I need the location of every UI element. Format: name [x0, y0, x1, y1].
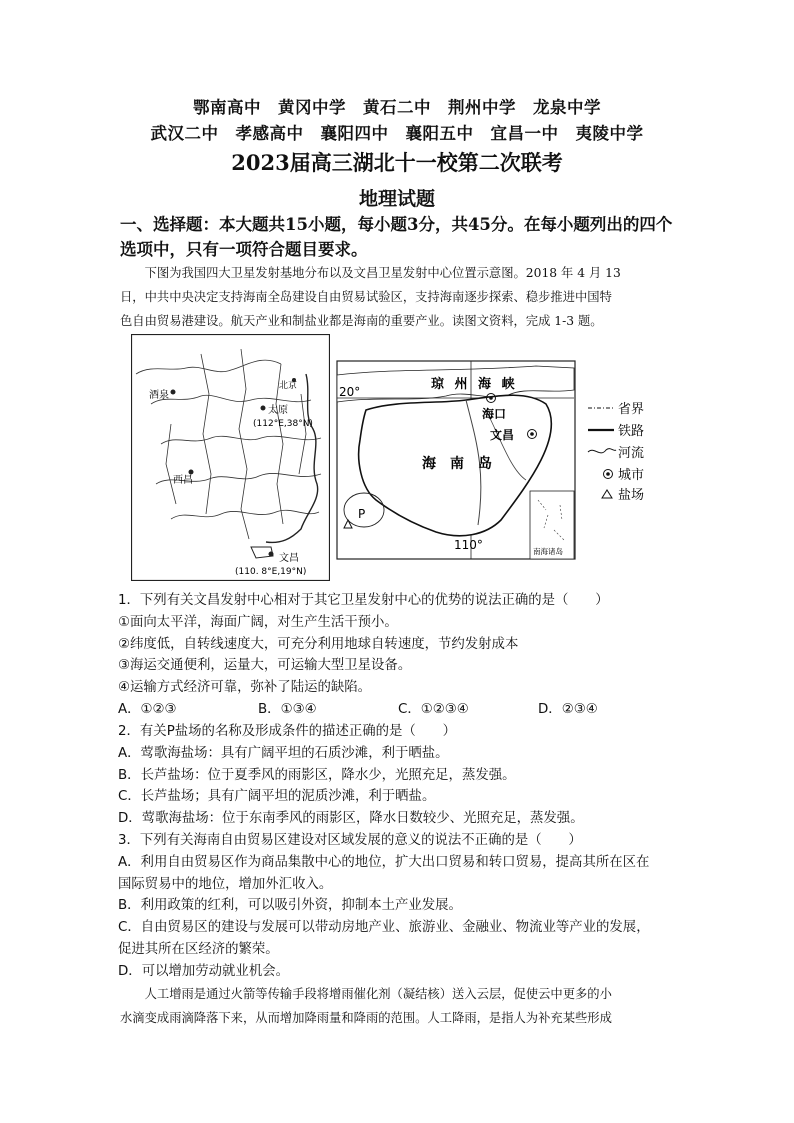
label-wenchang: 文昌 — [279, 553, 299, 564]
intro-line-1: 下图为我国四大卫星发射基地分布以及文昌卫星发射中心位置示意图。2018 年 4 月 13 — [144, 266, 621, 280]
label-jiuquan: 酒泉 — [149, 390, 169, 401]
question-1-option-b[interactable]: B．①③④ — [258, 701, 317, 717]
label-qiongzhou-strait: 琼 州 海 峡 — [431, 377, 518, 392]
question-1 — [118, 590, 683, 721]
hainan-map — [336, 360, 666, 560]
legend-railway: 铁路 — [618, 424, 645, 439]
question-2-stem: 2．有关P盐场的名称及形成条件的描述正确的是（ ） — [118, 724, 456, 739]
label-haikou: 海口 — [482, 407, 507, 421]
exam-subtitle: 地理试题 — [358, 188, 435, 210]
question-2-option-c[interactable]: C．长芦盐场；具有广阔平坦的泥质沙滩，利于晒盐。 — [118, 789, 436, 805]
intro-line-3: 色自由贸易港建设。航天产业和制盐业都是海南的重要产业。读图文资料，完成 1-3 题。 — [120, 314, 603, 328]
intro-paragraph — [120, 261, 680, 333]
legend-province: 省界 — [618, 402, 645, 417]
question-3-option-a[interactable]: A．利用自由贸易区作为商品集散中心的地位，扩大出口贸易和转口贸易，提高其所在区在 — [118, 854, 650, 870]
legend-salt-field: 盐场 — [618, 488, 645, 503]
schools-line-2: 武汉二中 孝感高中 襄阳四中 襄阳五中 宜昌一中 夷陵中学 — [150, 124, 644, 143]
intro-line-2: 日，中共中央决定支持海南全岛建设自由贸易试验区，支持海南逐步探索、稳步推进中国特 — [120, 290, 612, 304]
question-3-option-d[interactable]: D．可以增加劳动就业机会。 — [118, 963, 289, 979]
schools-line-1: 鄂南高中 黄冈中学 黄石二中 荆州中学 龙泉中学 — [193, 98, 601, 117]
legend-river: 河流 — [618, 446, 645, 461]
section-heading-line-1: 一、选择题：本大题共15小题，每小题3分，共45分。在每小题列出的四个 — [120, 215, 673, 234]
question-1-option-d[interactable]: D．②③④ — [538, 701, 598, 717]
label-latitude-20: 20° — [339, 385, 361, 399]
question-1-option-c[interactable]: C．①②③④ — [398, 701, 469, 717]
label-wenchang-city: 文昌 — [490, 428, 515, 442]
map-frame — [132, 335, 330, 581]
question-2 — [118, 721, 683, 830]
label-longitude-110: 110° — [454, 538, 483, 552]
question-2-option-b[interactable]: B．长芦盐场：位于夏季风的雨影区，降水少，光照充足，蒸发强。 — [118, 767, 516, 783]
label-beijing: 北京 — [279, 381, 298, 391]
section-heading-line-2: 选项中，只有一项符合题目要求。 — [120, 240, 368, 259]
tail-paragraph — [120, 982, 680, 1030]
question-1-statement-2: ②纬度低，自转线速度大，可充分利用地球自转速度，节约发射成本 — [118, 636, 519, 652]
exam-title: 2023届高三湖北十一校第二次联考 — [231, 150, 563, 175]
legend-city: 城市 — [618, 468, 645, 483]
question-3 — [118, 830, 683, 983]
question-3-option-a-cont: 国际贸易中的地位，增加外汇收入。 — [118, 876, 333, 892]
china-launch-sites-map — [131, 334, 330, 581]
question-2-option-d[interactable]: D．莺歌海盐场：位于东南季风的雨影区，降水日数较少、光照充足，蒸发强。 — [118, 811, 584, 827]
question-1-option-a[interactable]: A．①②③ — [118, 701, 177, 717]
question-1-statement-3: ③海运交通便利，运量大，可运输大型卫星设备。 — [118, 658, 412, 674]
question-2-option-a[interactable]: A．莺歌海盐场：具有广阔平坦的石质沙滩，利于晒盐。 — [118, 745, 449, 761]
question-1-options — [118, 699, 683, 721]
label-taiyuan: 太原 — [268, 405, 288, 416]
question-1-statement-1: ①面向太平洋，海面广阔，对生产生活干预小。 — [118, 614, 398, 630]
question-3-stem: 3．下列有关海南自由贸易区建设对区域发展的意义的说法不正确的是（ ） — [118, 833, 582, 848]
tail-line-2: 水滴变成雨滴降落下来，从而增加降雨量和降雨的范围。人工降雨，是指人为补充某些形成 — [120, 1011, 612, 1025]
legend-river-icon — [588, 449, 616, 453]
question-1-statement-4: ④运输方式经济可靠，弥补了陆运的缺陷。 — [118, 680, 372, 696]
legend-salt-field-icon — [602, 490, 612, 498]
label-xichang: 西昌 — [173, 475, 193, 486]
question-3-option-b[interactable]: B．利用政策的红利，可以吸引外资，抑制本土产业发展。 — [118, 898, 462, 914]
question-3-option-c[interactable]: C．自由贸易区的建设与发展可以带动房地产业、旅游业、金融业、物流业等产业的发展， — [118, 920, 650, 936]
label-taiyuan-coord: (112°E,38°N) — [253, 419, 313, 429]
label-inset: 南海诸岛 — [533, 547, 563, 556]
question-1-stem: 1．下列有关文昌发射中心相对于其它卫星发射中心的优势的说法正确的是（ ） — [118, 593, 609, 608]
question-3-option-c-cont: 促进其所在区经济的繁荣。 — [118, 941, 279, 957]
label-salt-field-p: P — [358, 507, 366, 521]
legend — [588, 401, 644, 503]
section-heading — [120, 212, 680, 262]
tail-line-1: 人工增雨是通过火箭等传输手段将增雨催化剂（凝结核）送入云层，促使云中更多的小 — [144, 987, 612, 1001]
label-hainan-island: 海 南 岛 — [422, 456, 492, 472]
label-wenchang-coord: (110. 8°E,19°N) — [235, 567, 307, 577]
